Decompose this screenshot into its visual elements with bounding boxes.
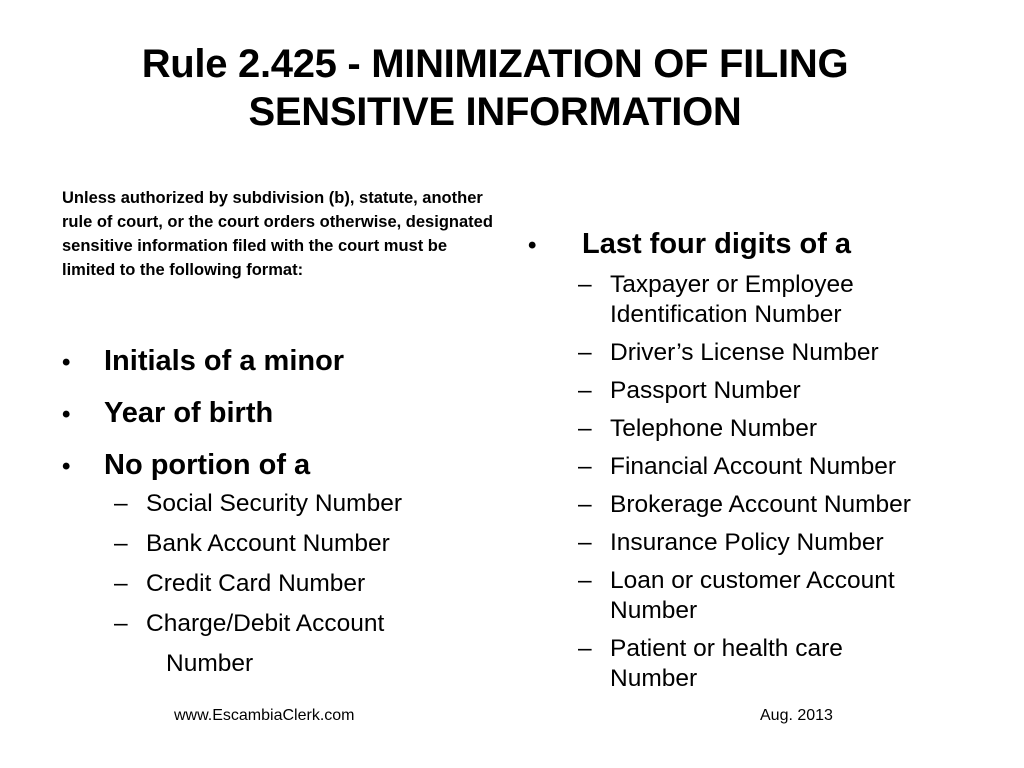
sub-item-text: Telephone Number (610, 415, 818, 442)
title-line-2: SENSITIVE INFORMATION (248, 90, 742, 134)
sub-item (114, 569, 508, 599)
sub-item-text: Financial Account Number (610, 453, 896, 480)
sub-item (578, 634, 992, 694)
sub-item (114, 489, 508, 519)
sub-item (114, 529, 508, 559)
sub-item-text: Social Security Number (146, 490, 402, 517)
dash-icon: – (578, 635, 592, 662)
bullet-dot-icon: • (62, 401, 71, 428)
dash-icon: – (578, 567, 592, 594)
sub-item (578, 528, 992, 558)
bullet-dot-icon: • (62, 349, 71, 376)
sub-item (578, 376, 992, 406)
sub-item-text: Loan or customer Account Number (610, 567, 895, 624)
sub-item-text: Patient or health care Number (610, 635, 843, 692)
title-line-1: Rule 2.425 - MINIMIZATION OF FILING (141, 42, 849, 86)
bullet-item (522, 224, 992, 266)
footer-website: www.EscambiaClerk.com (174, 707, 355, 724)
dash-icon: – (578, 377, 592, 404)
bullet-item (58, 393, 508, 435)
intro-paragraph: Unless authorized by subdivision (b), statute, another rule of court, or the court orders otherwise, designated sensitive information filed with the court must be limited to the following format: (62, 189, 493, 279)
dash-icon: – (578, 529, 592, 556)
sub-item-text (146, 609, 384, 679)
bullet-dot-icon: • (528, 232, 537, 259)
sub-item-continuation: Number (166, 650, 254, 677)
sub-item-text: Bank Account Number (146, 530, 390, 557)
dash-icon: – (114, 570, 128, 597)
dash-icon: – (578, 339, 592, 366)
sub-item (578, 414, 992, 444)
dash-icon: – (578, 415, 592, 442)
bullet-text: No portion of a (104, 449, 311, 481)
sub-item-text: Taxpayer or Employee Identification Number (610, 271, 854, 328)
sub-item (114, 609, 508, 679)
left-bullet-list (58, 341, 508, 689)
bullet-item (58, 341, 508, 383)
dash-icon: – (578, 491, 592, 518)
bullet-item (58, 445, 508, 487)
sub-item-text: Insurance Policy Number (610, 529, 884, 556)
dash-icon: – (114, 530, 128, 557)
footer-date: Aug. 2013 (760, 707, 833, 724)
sub-item (578, 566, 992, 626)
sub-item-text: Driver’s License Number (610, 339, 879, 366)
right-bullet-list (522, 224, 992, 702)
sub-item (578, 452, 992, 482)
dash-icon: – (578, 453, 592, 480)
bullet-text: Initials of a minor (104, 345, 345, 377)
dash-icon: – (578, 271, 592, 298)
page-title (60, 40, 930, 136)
bullet-text: Year of birth (104, 397, 274, 429)
bullet-dot-icon: • (62, 453, 71, 480)
sub-item-text: Credit Card Number (146, 570, 366, 597)
sub-item (578, 490, 992, 520)
sub-list (58, 489, 508, 679)
sub-item (578, 270, 992, 330)
sub-item-text-line: Charge/Debit Account (146, 610, 385, 637)
sub-item-text: Brokerage Account Number (610, 491, 911, 518)
sub-list (522, 270, 992, 694)
sub-item-text: Passport Number (610, 377, 801, 404)
sub-item (578, 338, 992, 368)
bullet-text: Last four digits of a (582, 228, 852, 260)
dash-icon: – (114, 610, 128, 637)
dash-icon: – (114, 490, 128, 517)
